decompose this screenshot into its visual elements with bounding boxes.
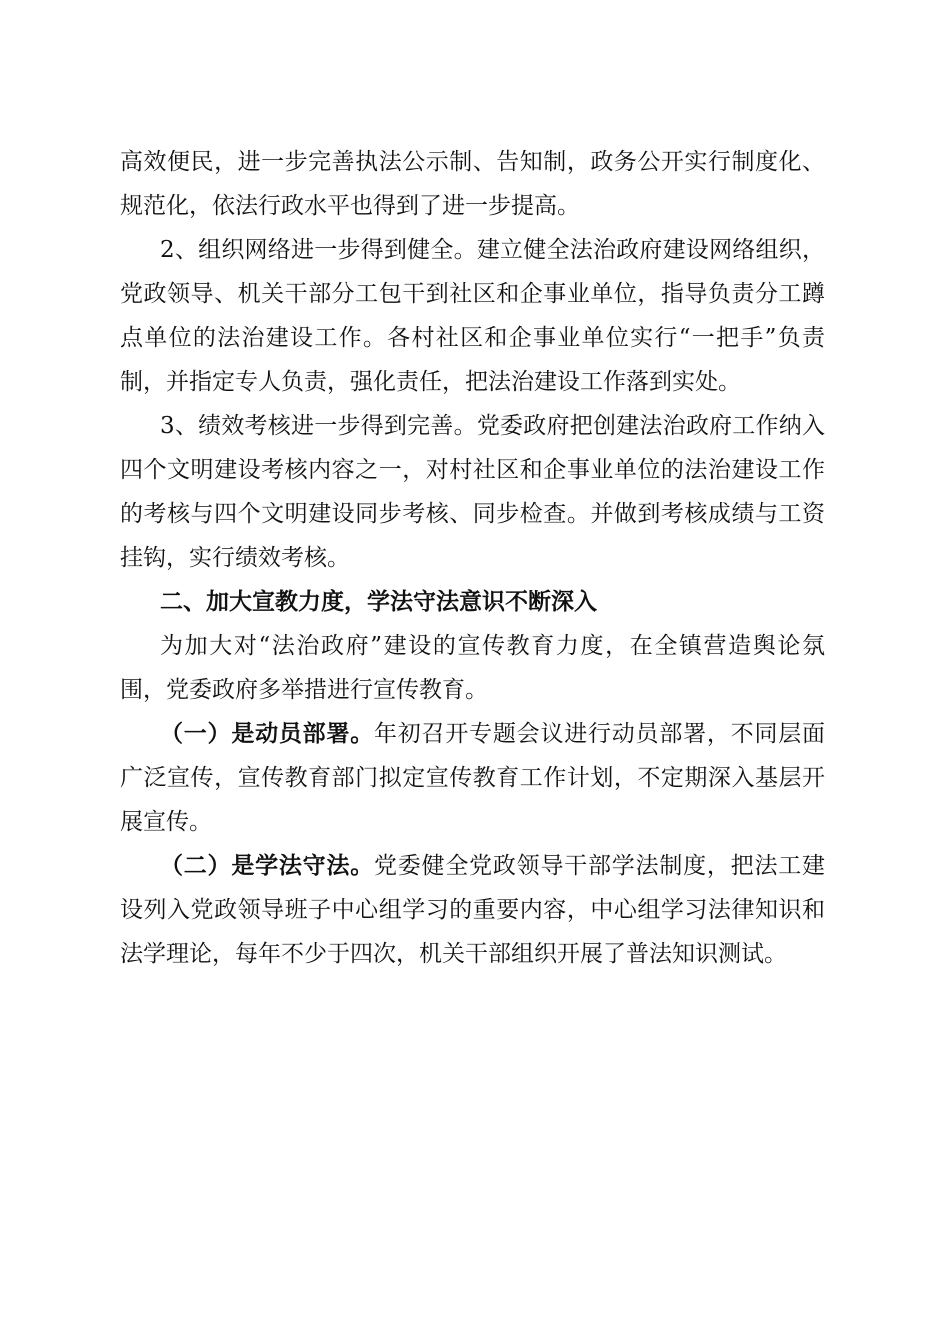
document-body [120, 140, 825, 976]
paragraph-intro: 为加大对“法治政府”建设的宣传教育力度，在全镇营造舆论氛围，党委政府多举措进行宣传教育。 [120, 633, 825, 703]
paragraph-organization-network: 2、组织网络进一步得到健全。建立健全法治政府建设网络组织，党政领导、机关干部分工包干到社区和企事业单位，指导负责分工蹲点单位的法治建设工作。各村社区和企事业单位实行“一把手”负责制，并指定专人负责，强化责任，把法治建设工作落到实处。 [120, 237, 825, 395]
item-lead-mobilization: （一）是动员部署。 [160, 721, 374, 747]
section-heading: 二、加大宣教力度，学法守法意识不断深入 [160, 589, 597, 615]
paragraph-continuation: 高效便民，进一步完善执法公示制、告知制，政务公开实行制度化、规范化，依法行政水平也得到了进一步提高。 [120, 149, 825, 219]
paragraph-performance-assessment: 3、绩效考核进一步得到完善。党委政府把创建法治政府工作纳入四个文明建设考核内容之一，对村社区和企事业单位的法治建设工作的考核与四个文明建设同步考核、同步检查。并做到考核成绩与工资挂钩，实行绩效考核。 [120, 413, 825, 571]
paragraph-item-study-law [120, 844, 825, 976]
item-text-mobilization: 年初召开专题会议进行动员部署，不同层面广泛宣传，宣传教育部门拟定宣传教育工作计划，不定期深入基层开展宣传。 [120, 721, 826, 835]
item-lead-study-law: （二）是学法守法。 [160, 853, 374, 879]
item-text-study-law: 党委健全党政领导干部学法制度，把法工建设列入党政领导班子中心组学习的重要内容，中心组学习法律知识和法学理论，每年不少于四次，机关干部组织开展了普法知识测试。 [120, 853, 826, 967]
paragraph-item-mobilization [120, 712, 825, 844]
